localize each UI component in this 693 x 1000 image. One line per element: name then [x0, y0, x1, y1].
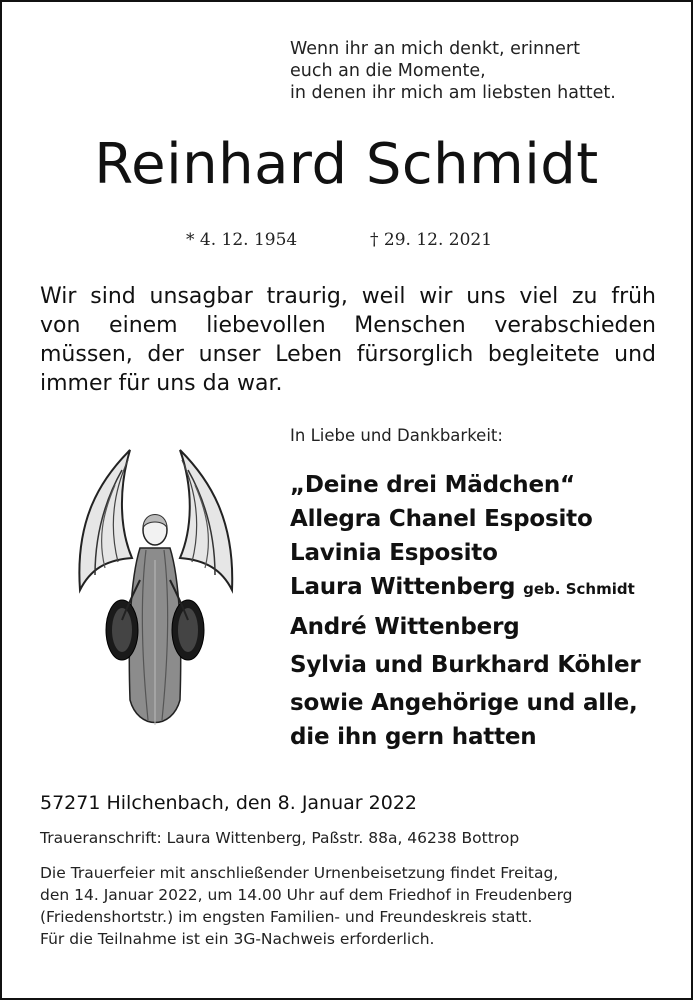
- mourner-name: Lavinia Esposito: [290, 540, 498, 566]
- quote-line: euch an die Momente,: [290, 61, 486, 81]
- thanks-heading: In Liebe und Dankbarkeit:: [290, 426, 503, 445]
- mourner-name: „Deine drei Mädchen“: [290, 472, 575, 498]
- ceremony-line: Die Trauerfeier mit anschließender Urnenbeisetzung findet Freitag,: [40, 864, 559, 882]
- ceremony-line: (Friedenshortstr.) im engsten Familien- und Freundeskreis statt.: [40, 908, 533, 926]
- ceremony-line: den 14. Januar 2022, um 14.00 Uhr auf dem Friedhof in Freudenberg: [40, 886, 573, 904]
- place-date: 57271 Hilchenbach, den 8. Januar 2022: [40, 792, 417, 814]
- mourner-name-with-nee: [290, 570, 685, 606]
- mourning-address: Traueranschrift: Laura Wittenberg, Paßstr. 88a, 46238 Bottrop: [40, 829, 520, 847]
- mourner-name: die ihn gern hatten: [290, 724, 537, 750]
- intro-line: von einem liebevollen Menschen verabschieden: [40, 313, 656, 338]
- death-date: † 29. 12. 2021: [370, 230, 493, 250]
- mourner-name: sowie Angehörige und alle,: [290, 690, 638, 716]
- mourner-name: André Wittenberg: [290, 614, 520, 640]
- mourner-name: Laura Wittenberg: [290, 574, 516, 600]
- memorial-quote: [290, 38, 670, 104]
- nee-label: geb. Schmidt: [523, 580, 635, 598]
- intro-text: [40, 282, 656, 398]
- birth-date: * 4. 12. 1954: [186, 230, 298, 250]
- angel-illustration-icon: [60, 440, 250, 740]
- intro-line: immer für uns da war.: [40, 371, 283, 396]
- quote-line: Wenn ihr an mich denkt, erinnert: [290, 39, 580, 59]
- deceased-name: Reinhard Schmidt: [94, 132, 599, 197]
- quote-line: in denen ihr mich am liebsten hattet.: [290, 83, 616, 103]
- mourners-list: [290, 468, 685, 754]
- ceremony-line: Für die Teilnahme ist ein 3G-Nachweis erforderlich.: [40, 930, 435, 948]
- mourner-name: Allegra Chanel Esposito: [290, 506, 593, 532]
- mourner-name: Sylvia und Burkhard Köhler: [290, 652, 641, 678]
- intro-line: müssen, der unser Leben fürsorglich begleitete und: [40, 342, 656, 367]
- intro-line: Wir sind unsagbar traurig, weil wir uns viel zu früh: [40, 284, 656, 309]
- ceremony-info: [40, 862, 656, 950]
